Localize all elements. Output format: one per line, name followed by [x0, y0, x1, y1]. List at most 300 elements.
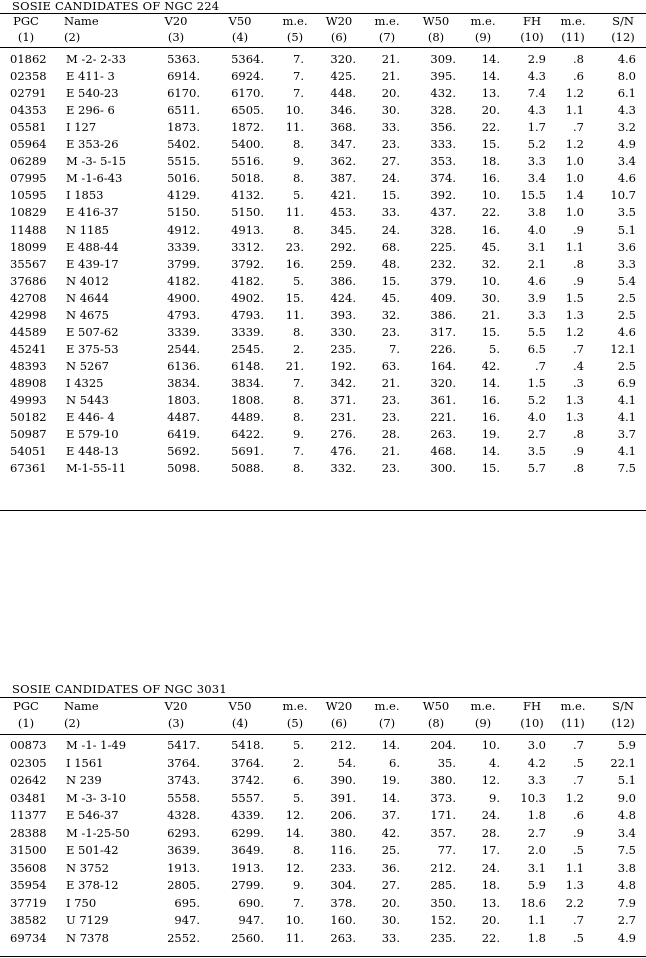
- table-cell: 1913.: [231, 860, 264, 875]
- table-cell: 35608: [10, 860, 47, 875]
- table-row: [0, 257, 646, 271]
- table-cell: 12.: [285, 860, 304, 875]
- table-caption: SOSIE CANDIDATES OF NGC 224: [12, 0, 220, 13]
- table-cell: 1872.: [231, 120, 264, 135]
- table-cell: 21.: [381, 375, 400, 390]
- table-cell: 31500: [10, 843, 47, 857]
- table-cell: 350.: [430, 895, 456, 910]
- table-cell: M -2- 2-33: [66, 52, 127, 66]
- table-cell: 4793.: [167, 307, 200, 322]
- table-cell: 7.: [293, 69, 304, 84]
- table-cell: .7: [573, 773, 584, 787]
- table-cell: 28388: [10, 825, 47, 840]
- column-header: (2): [64, 30, 81, 44]
- table-row: [0, 154, 646, 168]
- table-cell: 14.: [481, 69, 500, 84]
- table-cell: 1.2: [565, 324, 584, 339]
- table-cell: 36.: [381, 860, 400, 875]
- table-cell: 346.: [330, 103, 356, 118]
- table-cell: 3312.: [231, 239, 264, 254]
- table-cell: 320.: [330, 52, 356, 66]
- table-cell: 4913.: [231, 222, 264, 237]
- table-cell: .9: [573, 222, 584, 237]
- table-cell: 7.9: [617, 895, 636, 910]
- table-cell: 309.: [430, 52, 456, 66]
- table-cell: 1.4: [565, 188, 584, 203]
- table-cell: 386.: [330, 273, 356, 288]
- table-cell: 14.: [481, 444, 500, 459]
- table-cell: 48393: [10, 358, 47, 373]
- table-cell: 3339.: [167, 239, 200, 254]
- table-cell: 947.: [238, 913, 264, 927]
- table-row: [0, 342, 646, 356]
- table-cell: 8.: [293, 137, 304, 152]
- table-cell: 164.: [430, 358, 456, 373]
- table-cell: 2544.: [167, 341, 200, 356]
- table-cell: 21.: [285, 358, 304, 373]
- table-cell: 8.: [293, 222, 304, 237]
- table-cell: 4.3: [617, 103, 636, 118]
- table-cell: 48.: [381, 256, 400, 271]
- table-cell: 453.: [330, 205, 356, 220]
- table-cell: 4339.: [231, 808, 264, 822]
- table-cell: 5515.: [167, 154, 200, 169]
- table-cell: 3.5: [527, 444, 546, 459]
- table-cell: 33.: [381, 205, 400, 220]
- table-cell: 5.: [489, 341, 500, 356]
- table-cell: 18.: [481, 154, 500, 169]
- column-header: (12): [611, 716, 635, 730]
- table-cell: 5150.: [231, 205, 264, 220]
- table-cell: 409.: [430, 290, 456, 305]
- table-rule: [0, 510, 646, 511]
- table-cell: 24.: [481, 860, 500, 875]
- column-header: (8): [427, 30, 445, 44]
- table-row: [0, 808, 646, 822]
- table-cell: 4.: [489, 755, 500, 770]
- column-header: (7): [378, 716, 396, 730]
- table-cell: 160.: [330, 913, 356, 927]
- table-cell: 3.4: [617, 825, 636, 840]
- table-cell: 63.: [381, 358, 400, 373]
- table-cell: .9: [573, 825, 584, 840]
- table-cell: 212.: [430, 860, 456, 875]
- table-cell: 3.8: [617, 860, 636, 875]
- table-cell: 468.: [430, 444, 456, 459]
- table-cell: 5.2: [527, 393, 546, 407]
- table-cell: 50182: [10, 410, 47, 425]
- column-header: (3): [167, 716, 185, 730]
- table-cell: 380.: [430, 773, 456, 787]
- table-cell: 212.: [330, 738, 356, 752]
- table-cell: 5.: [293, 790, 304, 805]
- table-cell: .4: [573, 358, 584, 373]
- table-cell: 15.5: [520, 188, 546, 203]
- table-cell: .7: [573, 913, 584, 927]
- table-cell: 3.3: [617, 256, 636, 271]
- table-cell: 395.: [430, 69, 456, 84]
- header-row: [0, 699, 646, 713]
- table-cell: E 488-44: [66, 239, 119, 254]
- table-cell: 373.: [430, 790, 456, 805]
- table-row: [0, 461, 646, 475]
- table-cell: 23.: [381, 137, 400, 152]
- table-cell: 1.0: [565, 205, 584, 220]
- table-cell: 3.4: [527, 171, 546, 186]
- table-cell: 1873.: [167, 120, 200, 135]
- table-cell: 6170.: [231, 86, 264, 101]
- table-cell: 368.: [330, 120, 356, 135]
- table-cell: 3764.: [167, 755, 200, 770]
- table-cell: E 375-53: [66, 341, 119, 356]
- table-cell: 9.0: [617, 790, 636, 805]
- table-cell: 304.: [330, 878, 356, 892]
- table-cell: 3639.: [167, 843, 200, 857]
- table-row: [0, 427, 646, 441]
- table-cell: 374.: [430, 171, 456, 186]
- table-cell: 361.: [430, 393, 456, 407]
- column-header: S/N: [612, 699, 634, 713]
- table-cell: 77.: [437, 843, 456, 857]
- table-cell: 3743.: [167, 773, 200, 787]
- table-cell: 235.: [430, 930, 456, 945]
- table-cell: 4487.: [167, 410, 200, 425]
- table-cell: 10595: [10, 188, 47, 203]
- table-cell: 6.9: [617, 375, 636, 390]
- table-cell: 235.: [330, 341, 356, 356]
- table-cell: .7: [573, 120, 584, 135]
- table-cell: 11.: [285, 205, 304, 220]
- table-cell: 8.: [293, 461, 304, 476]
- table-cell: 3.2: [617, 120, 636, 135]
- table-cell: 5.7: [527, 461, 546, 476]
- table-cell: .5: [573, 930, 584, 945]
- table-cell: 8.0: [617, 69, 636, 84]
- table-cell: 45241: [10, 341, 47, 356]
- table-cell: 10.: [285, 913, 304, 927]
- table-cell: 332.: [330, 461, 356, 476]
- table-cell: 33.: [381, 120, 400, 135]
- table-cell: 7.5: [617, 843, 636, 857]
- header-row: [0, 14, 646, 28]
- column-header: (9): [474, 30, 492, 44]
- column-header: V50: [228, 14, 252, 28]
- table-cell: N 4675: [66, 307, 109, 322]
- table-cell: 35567: [10, 256, 47, 271]
- table-row: [0, 393, 646, 407]
- table-cell: 4.9: [617, 137, 636, 152]
- table-cell: 32.: [481, 256, 500, 271]
- table-cell: 15.: [381, 273, 400, 288]
- table-cell: 448.: [330, 86, 356, 101]
- table-cell: 1.8: [527, 808, 546, 822]
- table-cell: 20.: [481, 103, 500, 118]
- table-cell: 25.: [381, 843, 400, 857]
- table-cell: 3799.: [167, 256, 200, 271]
- table-cell: E 353-26: [66, 137, 119, 152]
- table-cell: 4912.: [167, 222, 200, 237]
- table-rule: [0, 734, 646, 735]
- table-cell: 37719: [10, 895, 47, 910]
- table-cell: 5516.: [231, 154, 264, 169]
- table-cell: 5.: [293, 273, 304, 288]
- column-header: m.e.: [282, 14, 308, 28]
- table-row: [0, 359, 646, 373]
- table-cell: 5.9: [617, 738, 636, 752]
- table-cell: 45.: [381, 290, 400, 305]
- column-header: W50: [422, 14, 450, 28]
- table-cell: 3.5: [617, 205, 636, 220]
- table-cell: 10.: [481, 738, 500, 752]
- table-cell: M -1-6-43: [66, 171, 123, 186]
- column-header: (8): [427, 716, 445, 730]
- table-cell: 3.3: [527, 307, 546, 322]
- table-cell: .8: [573, 461, 584, 476]
- table-cell: I 1561: [66, 755, 104, 770]
- table-cell: 392.: [430, 188, 456, 203]
- table-cell: 233.: [330, 860, 356, 875]
- table-cell: .7: [573, 738, 584, 752]
- table-cell: 42.: [381, 825, 400, 840]
- table-cell: 16.: [285, 256, 304, 271]
- table-cell: 04353: [10, 103, 47, 118]
- table-cell: E 501-42: [66, 843, 119, 857]
- table-cell: 54051: [10, 444, 47, 459]
- table-cell: 1.0: [565, 154, 584, 169]
- table-cell: 02358: [10, 69, 47, 84]
- table-cell: 5691.: [231, 444, 264, 459]
- table-cell: E 446- 4: [66, 410, 115, 425]
- table-cell: 1.1: [527, 913, 546, 927]
- table-cell: 6299.: [231, 825, 264, 840]
- table-row: [0, 896, 646, 910]
- table-cell: 380.: [330, 825, 356, 840]
- table-cell: 5558.: [167, 790, 200, 805]
- table-cell: 6419.: [167, 427, 200, 442]
- table-cell: 9.: [293, 878, 304, 892]
- table-cell: 263.: [430, 427, 456, 442]
- table-cell: M-1-55-11: [66, 461, 127, 476]
- table-rule: [0, 956, 646, 957]
- column-header: m.e.: [374, 14, 400, 28]
- column-header: m.e.: [470, 699, 496, 713]
- table-cell: M -1- 1-49: [66, 738, 127, 752]
- table-row: [0, 738, 646, 752]
- table-cell: 2.1: [527, 256, 546, 271]
- table-cell: 7.: [293, 895, 304, 910]
- table-cell: N 4644: [66, 290, 109, 305]
- table-cell: 6148.: [231, 358, 264, 373]
- table-cell: 15.: [481, 461, 500, 476]
- table-cell: 23.: [381, 393, 400, 407]
- table-cell: 03481: [10, 790, 47, 805]
- table-cell: 3.1: [527, 860, 546, 875]
- table-cell: 5150.: [167, 205, 200, 220]
- column-header: V20: [164, 14, 188, 28]
- table-cell: 1.1: [565, 239, 584, 254]
- column-header: (6): [330, 30, 348, 44]
- table-cell: 21.: [481, 307, 500, 322]
- table-cell: E 507-62: [66, 324, 119, 339]
- table-cell: E 540-23: [66, 86, 119, 101]
- table-row: [0, 878, 646, 892]
- table-cell: 4182.: [231, 273, 264, 288]
- column-header: (10): [520, 30, 544, 44]
- table-cell: 1.3: [565, 878, 584, 892]
- table-cell: 225.: [430, 239, 456, 254]
- table-cell: 3339.: [231, 324, 264, 339]
- table-row: [0, 205, 646, 219]
- column-header: W50: [422, 699, 450, 713]
- table-cell: 1.5: [527, 375, 546, 390]
- table-row: [0, 223, 646, 237]
- table-cell: 16.: [481, 393, 500, 407]
- table-cell: 4328.: [167, 808, 200, 822]
- table-cell: 5.: [293, 738, 304, 752]
- table-cell: 69734: [10, 930, 47, 945]
- table-cell: E 448-13: [66, 444, 119, 459]
- table-cell: 1.3: [565, 393, 584, 407]
- column-header: m.e.: [374, 699, 400, 713]
- table-cell: 3764.: [231, 755, 264, 770]
- table-cell: 4.8: [617, 808, 636, 822]
- table-cell: 11.: [285, 930, 304, 945]
- column-header: FH: [522, 14, 541, 28]
- table-row: [0, 773, 646, 787]
- table-cell: 05581: [10, 120, 47, 135]
- table-cell: 1.2: [565, 86, 584, 101]
- table-cell: 6136.: [167, 358, 200, 373]
- table-cell: 42.: [481, 358, 500, 373]
- table-cell: 390.: [330, 773, 356, 787]
- table-cell: 378.: [330, 895, 356, 910]
- table-cell: 4132.: [231, 188, 264, 203]
- table-row: [0, 103, 646, 117]
- header-row: [0, 716, 646, 730]
- table-cell: 3.3: [527, 773, 546, 787]
- table-cell: 37.: [381, 808, 400, 822]
- table-cell: 353.: [430, 154, 456, 169]
- table-rule: [0, 697, 646, 698]
- table-cell: 5098.: [167, 461, 200, 476]
- table-cell: 695.: [174, 895, 200, 910]
- table-cell: 4.1: [617, 393, 636, 407]
- table-cell: 13.: [481, 86, 500, 101]
- table-cell: 27.: [381, 154, 400, 169]
- table-cell: 5018.: [231, 171, 264, 186]
- column-header: (11): [561, 716, 585, 730]
- table-row: [0, 913, 646, 927]
- table-cell: 371.: [330, 393, 356, 407]
- table-cell: 4.6: [617, 324, 636, 339]
- table-cell: 45.: [481, 239, 500, 254]
- table-cell: 6.5: [527, 341, 546, 356]
- table-cell: 4.8: [617, 878, 636, 892]
- table-cell: 02642: [10, 773, 47, 787]
- column-header: FH: [522, 699, 541, 713]
- table-cell: I 127: [66, 120, 97, 135]
- table-cell: 4.0: [527, 222, 546, 237]
- table-cell: 1.7: [527, 120, 546, 135]
- column-header: V50: [228, 699, 252, 713]
- table-cell: 330.: [330, 324, 356, 339]
- table-cell: 2799.: [231, 878, 264, 892]
- table-cell: 2.2: [565, 895, 584, 910]
- table-cell: E 416-37: [66, 205, 119, 220]
- table-cell: 328.: [430, 222, 456, 237]
- table-cell: 17.: [481, 843, 500, 857]
- table-row: [0, 931, 646, 945]
- table-cell: 20.: [481, 913, 500, 927]
- column-header: m.e.: [560, 14, 586, 28]
- table-cell: 10.3: [520, 790, 546, 805]
- table-cell: 1.1: [565, 103, 584, 118]
- table-cell: 1.8: [527, 930, 546, 945]
- table-cell: 1.3: [565, 307, 584, 322]
- table-cell: 5363.: [167, 52, 200, 66]
- table-cell: 8.: [293, 393, 304, 407]
- table-cell: E 439-17: [66, 256, 119, 271]
- table-row: [0, 188, 646, 202]
- table-cell: 14.: [481, 52, 500, 66]
- table-cell: 10.: [481, 273, 500, 288]
- table-cell: 27.: [381, 878, 400, 892]
- table-cell: 9.: [293, 427, 304, 442]
- table-cell: 476.: [330, 444, 356, 459]
- table-cell: 5692.: [167, 444, 200, 459]
- table-cell: 10.7: [610, 188, 636, 203]
- table-cell: 1913.: [167, 860, 200, 875]
- table-cell: 2.9: [527, 52, 546, 66]
- table-cell: 12.1: [610, 341, 636, 356]
- column-header: V20: [164, 699, 188, 713]
- table-cell: 356.: [430, 120, 456, 135]
- table-row: [0, 171, 646, 185]
- table-cell: 24.: [481, 808, 500, 822]
- table-cell: 300.: [430, 461, 456, 476]
- table-cell: 24.: [381, 222, 400, 237]
- table-cell: 5.1: [617, 773, 636, 787]
- table-cell: 5.5: [527, 324, 546, 339]
- table-cell: N 3752: [66, 860, 109, 875]
- table-row: [0, 861, 646, 875]
- table-cell: 2560.: [231, 930, 264, 945]
- table-cell: 232.: [430, 256, 456, 271]
- table-cell: 4.6: [617, 52, 636, 66]
- table-cell: 204.: [430, 738, 456, 752]
- table-cell: .8: [573, 256, 584, 271]
- column-header: PGC: [13, 699, 39, 713]
- table-cell: 22.1: [610, 755, 636, 770]
- table-cell: 947.: [174, 913, 200, 927]
- table-cell: 48908: [10, 375, 47, 390]
- table-cell: 23.: [381, 410, 400, 425]
- table-row: [0, 444, 646, 458]
- table-cell: 6.1: [617, 86, 636, 101]
- table-cell: 15.: [285, 290, 304, 305]
- table-row: [0, 410, 646, 424]
- table-cell: 68.: [381, 239, 400, 254]
- table-cell: 1.2: [565, 137, 584, 152]
- table-cell: 4.2: [527, 755, 546, 770]
- table-cell: 231.: [330, 410, 356, 425]
- table-cell: 14.: [481, 375, 500, 390]
- table-cell: 3.7: [617, 427, 636, 442]
- table-cell: 7.: [293, 444, 304, 459]
- table-cell: 393.: [330, 307, 356, 322]
- table-cell: .3: [573, 375, 584, 390]
- table-cell: 9.: [293, 154, 304, 169]
